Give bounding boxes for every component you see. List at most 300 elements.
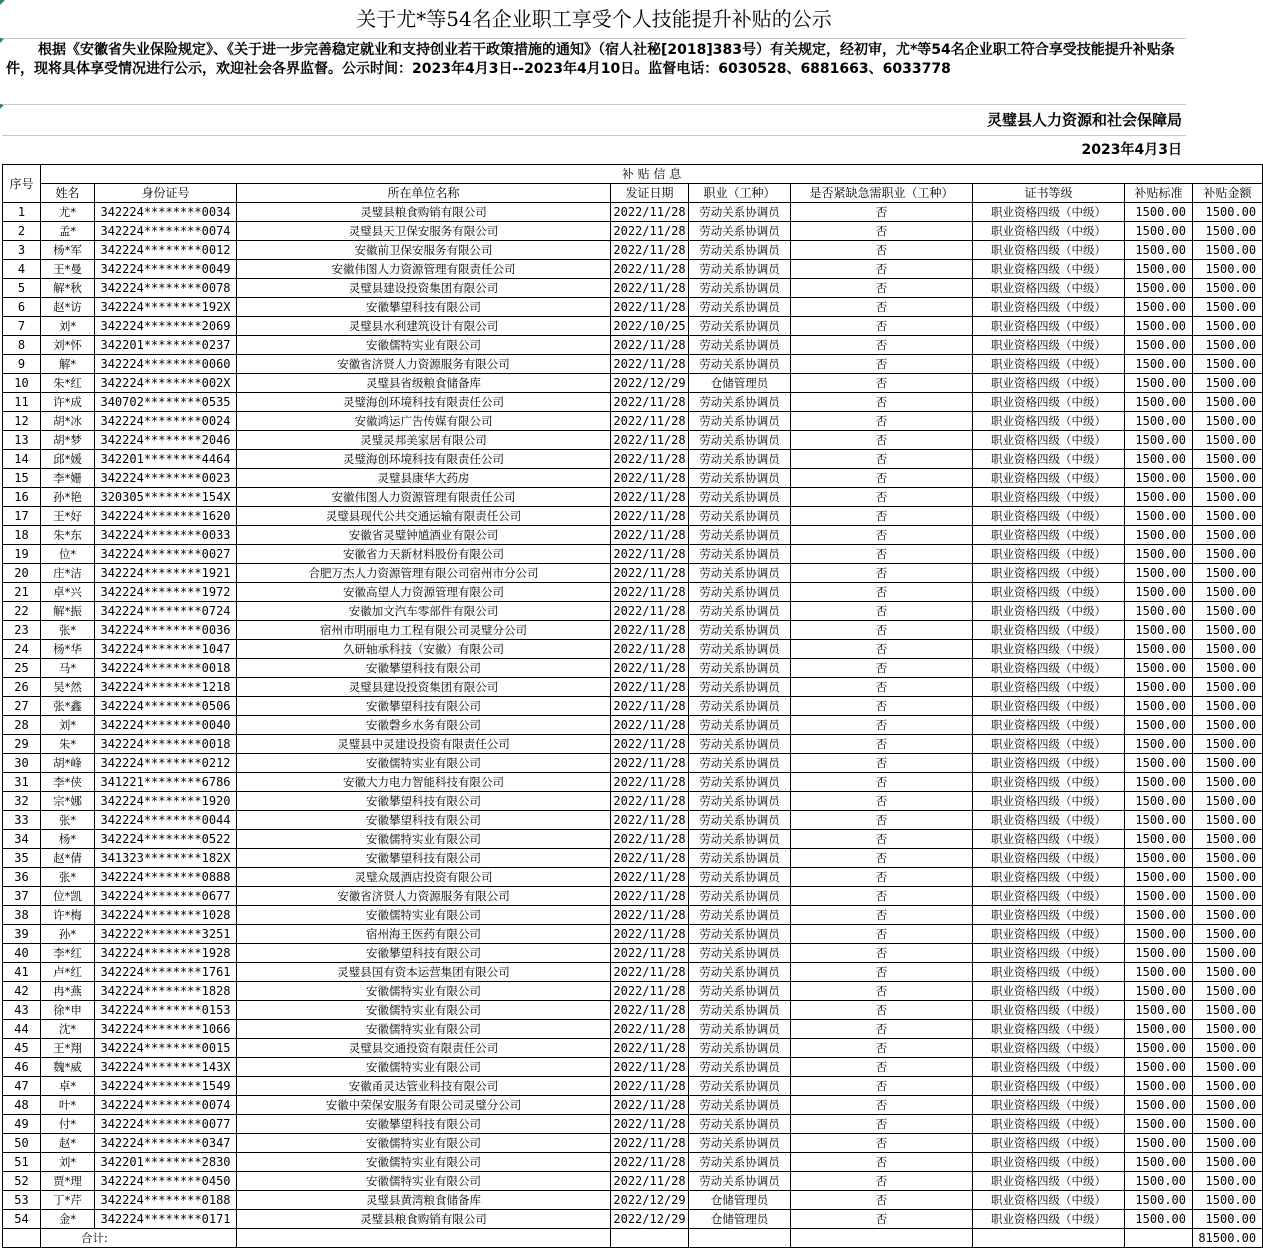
id-cell: 342224********0450 [95,1172,237,1191]
standard-cell: 1500.00 [1125,203,1193,222]
issue-date-cell: 2022/11/28 [611,507,689,526]
issue-date-cell: 2022/11/28 [611,830,689,849]
shortage-cell: 否 [791,963,973,982]
table-row [3,773,1263,792]
seq-cell: 51 [3,1153,41,1172]
occupation-cell: 劳动关系协调员 [689,735,791,754]
occupation-cell: 劳动关系协调员 [689,412,791,431]
seq-cell: 43 [3,1001,41,1020]
company-cell: 灵璧县国有资本运营集团有限公司 [237,963,611,982]
name-cell: 沈* [41,1020,95,1039]
standard-cell: 1500.00 [1125,1153,1193,1172]
shortage-cell: 否 [791,830,973,849]
standard-cell: 1500.00 [1125,241,1193,260]
occupation-cell: 劳动关系协调员 [689,526,791,545]
table-row [3,374,1263,393]
occupation-cell: 劳动关系协调员 [689,640,791,659]
name-cell: 李*姗 [41,469,95,488]
cert-level-cell: 职业资格四级（中级） [973,431,1125,450]
standard-cell: 1500.00 [1125,849,1193,868]
total-seq-cell [3,1229,41,1248]
standard-cell: 1500.00 [1125,1134,1193,1153]
shortage-cell: 否 [791,298,973,317]
occupation-cell: 劳动关系协调员 [689,203,791,222]
column-header: 职业（工种） [689,184,791,203]
cert-level-cell: 职业资格四级（中级） [973,583,1125,602]
shortage-cell: 否 [791,906,973,925]
cert-level-cell: 职业资格四级（中级） [973,488,1125,507]
amount-cell: 1500.00 [1193,1191,1263,1210]
standard-cell: 1500.00 [1125,393,1193,412]
id-cell: 342224********0027 [95,545,237,564]
company-cell: 安徽中荣保安服务有限公司灵璧分公司 [237,1096,611,1115]
column-headers [3,184,1263,203]
id-cell: 342201********4464 [95,450,237,469]
cert-level-cell: 职业资格四级（中级） [973,279,1125,298]
id-cell: 342224********143X [95,1058,237,1077]
standard-cell: 1500.00 [1125,754,1193,773]
id-cell: 342224********0044 [95,811,237,830]
name-cell: 叶* [41,1096,95,1115]
cert-level-cell: 职业资格四级（中级） [973,868,1125,887]
cert-level-cell: 职业资格四级（中级） [973,1115,1125,1134]
table-row [3,298,1263,317]
amount-cell: 1500.00 [1193,659,1263,678]
shortage-cell: 否 [791,1134,973,1153]
shortage-cell: 否 [791,260,973,279]
table-row [3,431,1263,450]
table-row [3,621,1263,640]
seq-cell: 13 [3,431,41,450]
cert-level-cell: 职业资格四级（中级） [973,355,1125,374]
amount-cell: 1500.00 [1193,830,1263,849]
company-cell: 安徽儒特实业有限公司 [237,1172,611,1191]
company-cell: 灵璧县交通投资有限责任公司 [237,1039,611,1058]
cert-level-cell: 职业资格四级（中级） [973,982,1125,1001]
table-row [3,640,1263,659]
occupation-cell: 劳动关系协调员 [689,355,791,374]
table-row [3,222,1263,241]
standard-cell: 1500.00 [1125,1172,1193,1191]
occupation-cell: 劳动关系协调员 [689,944,791,963]
amount-cell: 1500.00 [1193,868,1263,887]
name-cell: 卓*兴 [41,583,95,602]
seq-header: 序号 [3,165,41,203]
shortage-cell: 否 [791,1077,973,1096]
company-cell: 灵璧县天卫保安服务有限公司 [237,222,611,241]
id-cell: 342224********1921 [95,564,237,583]
seq-cell: 30 [3,754,41,773]
seq-cell: 44 [3,1020,41,1039]
seq-cell: 12 [3,412,41,431]
notice-text: 根据《安徽省失业保险规定》、《关于进一步完善稳定就业和支持创业若干政策措施的通知》（宿人社秘[2018]383号）有关规定，经初审，尤*等54名企业职工符合享受技能提升补贴条件，现将具体享受情况进行公示，欢迎社会各界监督。公示时间：2023年4月3日--2023年4月10日。监督电话：6030528、6881663、6033778 [2,39,1186,105]
issue-date-cell: 2022/11/28 [611,260,689,279]
company-cell: 安徽前卫保安服务有限公司 [237,241,611,260]
issue-date-cell: 2022/11/28 [611,697,689,716]
company-cell: 灵璧县康华大药房 [237,469,611,488]
issue-date-cell: 2022/11/28 [611,602,689,621]
company-cell: 安徽攀望科技有限公司 [237,1115,611,1134]
occupation-cell: 劳动关系协调员 [689,792,791,811]
amount-cell: 1500.00 [1193,469,1263,488]
cert-level-cell: 职业资格四级（中级） [973,1058,1125,1077]
occupation-cell: 劳动关系协调员 [689,298,791,317]
amount-cell: 1500.00 [1193,1077,1263,1096]
shortage-cell: 否 [791,602,973,621]
issue-date-cell: 2022/11/28 [611,773,689,792]
table-row [3,944,1263,963]
occupation-cell: 仓储管理员 [689,1191,791,1210]
shortage-cell: 否 [791,1115,973,1134]
company-cell: 合肥万杰人力资源管理有限公司宿州市分公司 [237,564,611,583]
amount-cell: 1500.00 [1193,735,1263,754]
standard-cell: 1500.00 [1125,564,1193,583]
shortage-cell: 否 [791,773,973,792]
company-cell: 安徽加文汽车零部件有限公司 [237,602,611,621]
seq-cell: 36 [3,868,41,887]
seq-cell: 48 [3,1096,41,1115]
id-cell: 342224********0036 [95,621,237,640]
name-cell: 许*梅 [41,906,95,925]
cert-level-cell: 职业资格四级（中级） [973,1039,1125,1058]
amount-cell: 1500.00 [1193,317,1263,336]
issue-date-cell: 2022/11/28 [611,1001,689,1020]
spreadsheet [2,0,1257,1248]
issue-date-cell: 2022/11/28 [611,393,689,412]
id-cell: 342224********1972 [95,583,237,602]
seq-cell: 15 [3,469,41,488]
id-cell: 342224********1920 [95,792,237,811]
standard-cell: 1500.00 [1125,469,1193,488]
occupation-cell: 劳动关系协调员 [689,678,791,697]
name-cell: 李*红 [41,944,95,963]
shortage-cell: 否 [791,659,973,678]
occupation-cell: 仓储管理员 [689,374,791,393]
issue-date-cell: 2022/11/28 [611,735,689,754]
amount-cell: 1500.00 [1193,355,1263,374]
cert-level-cell: 职业资格四级（中级） [973,963,1125,982]
name-cell: 刘* [41,317,95,336]
standard-cell: 1500.00 [1125,431,1193,450]
column-header: 所在单位名称 [237,184,611,203]
issue-date-cell: 2022/11/28 [611,279,689,298]
shortage-cell: 否 [791,1058,973,1077]
issue-date-cell: 2022/11/28 [611,1020,689,1039]
cert-level-cell: 职业资格四级（中级） [973,925,1125,944]
seq-cell: 45 [3,1039,41,1058]
issue-date-cell: 2022/11/28 [611,431,689,450]
issue-date-cell: 2022/11/28 [611,1172,689,1191]
name-cell: 张*鑫 [41,697,95,716]
occupation-cell: 劳动关系协调员 [689,887,791,906]
company-cell: 安徽伟图人力资源管理有限责任公司 [237,488,611,507]
shortage-cell: 否 [791,792,973,811]
standard-cell: 1500.00 [1125,1020,1193,1039]
seq-cell: 14 [3,450,41,469]
company-cell: 宿州市明丽电力工程有限公司灵璧分公司 [237,621,611,640]
name-cell: 卓* [41,1077,95,1096]
cert-level-cell: 职业资格四级（中级） [973,203,1125,222]
seq-cell: 18 [3,526,41,545]
amount-cell: 1500.00 [1193,241,1263,260]
occupation-cell: 劳动关系协调员 [689,1058,791,1077]
standard-cell: 1500.00 [1125,925,1193,944]
column-header: 补贴金额 [1193,184,1263,203]
occupation-cell: 劳动关系协调员 [689,811,791,830]
issue-date-cell: 2022/12/29 [611,1210,689,1229]
amount-cell: 1500.00 [1193,393,1263,412]
standard-cell: 1500.00 [1125,336,1193,355]
name-cell: 胡*梦 [41,431,95,450]
id-cell: 342224********0023 [95,469,237,488]
occupation-cell: 劳动关系协调员 [689,279,791,298]
table-row [3,716,1263,735]
standard-cell: 1500.00 [1125,450,1193,469]
id-cell: 342224********0012 [95,241,237,260]
amount-cell: 1500.00 [1193,450,1263,469]
name-cell: 胡*峰 [41,754,95,773]
name-cell: 贾*理 [41,1172,95,1191]
cert-level-cell: 职业资格四级（中级） [973,1210,1125,1229]
shortage-cell: 否 [791,488,973,507]
amount-cell: 1500.00 [1193,1020,1263,1039]
amount-cell: 1500.00 [1193,203,1263,222]
shortage-cell: 否 [791,678,973,697]
table-row [3,545,1263,564]
amount-cell: 1500.00 [1193,431,1263,450]
amount-cell: 1500.00 [1193,773,1263,792]
table-row [3,678,1263,697]
shortage-cell: 否 [791,393,973,412]
occupation-cell: 劳动关系协调员 [689,925,791,944]
seq-cell: 52 [3,1172,41,1191]
standard-cell: 1500.00 [1125,1210,1193,1229]
issue-date-cell: 2022/11/28 [611,1077,689,1096]
table-row [3,906,1263,925]
id-cell: 342224********0018 [95,659,237,678]
shortage-cell: 否 [791,925,973,944]
shortage-cell: 否 [791,241,973,260]
standard-cell: 1500.00 [1125,412,1193,431]
id-cell: 342224********1028 [95,906,237,925]
seq-cell: 40 [3,944,41,963]
cert-level-cell: 职业资格四级（中级） [973,1191,1125,1210]
issuer: 灵璧县人力资源和社会保障局 [2,105,1186,136]
issue-date-cell: 2022/10/25 [611,317,689,336]
occupation-cell: 劳动关系协调员 [689,393,791,412]
company-cell: 安徽省济贤人力资源服务有限公司 [237,887,611,906]
issue-date-cell: 2022/11/28 [611,1096,689,1115]
cert-level-cell: 职业资格四级（中级） [973,526,1125,545]
standard-cell: 1500.00 [1125,811,1193,830]
occupation-cell: 劳动关系协调员 [689,849,791,868]
issue-date-cell: 2022/11/28 [611,222,689,241]
seq-cell: 32 [3,792,41,811]
company-cell: 安徽鸿运广告传媒有限公司 [237,412,611,431]
issue-date-cell: 2022/11/28 [611,355,689,374]
table-row [3,393,1263,412]
amount-cell: 1500.00 [1193,925,1263,944]
cert-level-cell: 职业资格四级（中级） [973,773,1125,792]
shortage-cell: 否 [791,526,973,545]
amount-cell: 1500.00 [1193,1115,1263,1134]
id-cell: 342224********0077 [95,1115,237,1134]
standard-cell: 1500.00 [1125,1001,1193,1020]
name-cell: 赵*访 [41,298,95,317]
company-cell: 久研轴承科技（安徽）有限公司 [237,640,611,659]
issue-date-cell: 2022/12/29 [611,374,689,393]
seq-cell: 16 [3,488,41,507]
shortage-cell: 否 [791,222,973,241]
company-cell: 灵璧众晟酒店投资有限公司 [237,868,611,887]
amount-cell: 1500.00 [1193,1096,1263,1115]
table-row [3,735,1263,754]
company-cell: 灵璧县现代公共交通运输有限责任公司 [237,507,611,526]
shortage-cell: 否 [791,1210,973,1229]
company-cell: 灵璧海创环境科技有限责任公司 [237,393,611,412]
name-cell: 刘*怀 [41,336,95,355]
seq-cell: 5 [3,279,41,298]
amount-cell: 1500.00 [1193,1039,1263,1058]
column-header: 是否紧缺急需职业（工种） [791,184,973,203]
company-cell: 安徽儒特实业有限公司 [237,1153,611,1172]
name-cell: 冉*燕 [41,982,95,1001]
company-cell: 安徽儒特实业有限公司 [237,336,611,355]
id-cell: 342224********0188 [95,1191,237,1210]
standard-cell: 1500.00 [1125,868,1193,887]
id-cell: 342224********1828 [95,982,237,1001]
shortage-cell: 否 [791,564,973,583]
id-cell: 342224********0040 [95,716,237,735]
seq-cell: 29 [3,735,41,754]
company-cell: 安徽儒特实业有限公司 [237,1001,611,1020]
name-cell: 朱*红 [41,374,95,393]
cert-level-cell: 职业资格四级（中级） [973,678,1125,697]
table-row [3,583,1263,602]
amount-cell: 1500.00 [1193,1172,1263,1191]
seq-cell: 31 [3,773,41,792]
id-cell: 342201********0237 [95,336,237,355]
subsidy-table [2,164,1263,1248]
seq-cell: 8 [3,336,41,355]
table-row [3,1115,1263,1134]
occupation-cell: 劳动关系协调员 [689,241,791,260]
occupation-cell: 劳动关系协调员 [689,1134,791,1153]
company-cell: 安徽省济贤人力资源服务有限公司 [237,355,611,374]
occupation-cell: 劳动关系协调员 [689,1096,791,1115]
id-cell: 342224********1549 [95,1077,237,1096]
issue-date-cell: 2022/11/28 [611,298,689,317]
id-cell: 341323********182X [95,849,237,868]
standard-cell: 1500.00 [1125,659,1193,678]
id-cell: 341221********6786 [95,773,237,792]
issue-date-cell: 2022/11/28 [611,1134,689,1153]
seq-cell: 1 [3,203,41,222]
amount-cell: 1500.00 [1193,583,1263,602]
table-row [3,260,1263,279]
table-row [3,526,1263,545]
shortage-cell: 否 [791,203,973,222]
id-cell: 342201********2830 [95,1153,237,1172]
shortage-cell: 否 [791,621,973,640]
cert-level-cell: 职业资格四级（中级） [973,241,1125,260]
shortage-cell: 否 [791,1153,973,1172]
company-cell: 安徽省力天新材料股份有限公司 [237,545,611,564]
table-row [3,450,1263,469]
amount-cell: 1500.00 [1193,1134,1263,1153]
seq-cell: 25 [3,659,41,678]
shortage-cell: 否 [791,811,973,830]
seq-cell: 27 [3,697,41,716]
id-cell: 342224********0677 [95,887,237,906]
table-row [3,830,1263,849]
cert-level-cell: 职业资格四级（中级） [973,697,1125,716]
shortage-cell: 否 [791,317,973,336]
company-cell: 安徽儒特实业有限公司 [237,982,611,1001]
standard-cell: 1500.00 [1125,1115,1193,1134]
name-cell: 孙*艳 [41,488,95,507]
table-row [3,982,1263,1001]
cert-level-cell: 职业资格四级（中级） [973,1001,1125,1020]
standard-cell: 1500.00 [1125,792,1193,811]
table-row [3,564,1263,583]
name-cell: 杨*军 [41,241,95,260]
issue-date-cell: 2022/11/28 [611,545,689,564]
shortage-cell: 否 [791,507,973,526]
table-row [3,317,1263,336]
standard-cell: 1500.00 [1125,640,1193,659]
cert-level-cell: 职业资格四级（中级） [973,944,1125,963]
name-cell: 杨*华 [41,640,95,659]
amount-cell: 1500.00 [1193,336,1263,355]
id-cell: 342224********1620 [95,507,237,526]
company-cell: 安徽儒特实业有限公司 [237,1020,611,1039]
id-cell: 342224********0153 [95,1001,237,1020]
id-cell: 342224********0049 [95,260,237,279]
shortage-cell: 否 [791,944,973,963]
occupation-cell: 劳动关系协调员 [689,1039,791,1058]
table-row [3,241,1263,260]
id-cell: 342224********2069 [95,317,237,336]
amount-cell: 1500.00 [1193,545,1263,564]
shortage-cell: 否 [791,374,973,393]
occupation-cell: 劳动关系协调员 [689,602,791,621]
shortage-cell: 否 [791,1039,973,1058]
occupation-cell: 劳动关系协调员 [689,336,791,355]
seq-cell: 11 [3,393,41,412]
cert-level-cell: 职业资格四级（中级） [973,1020,1125,1039]
standard-cell: 1500.00 [1125,697,1193,716]
amount-cell: 1500.00 [1193,602,1263,621]
issue-date-cell: 2022/11/28 [611,678,689,697]
seq-cell: 42 [3,982,41,1001]
name-cell: 张* [41,868,95,887]
id-cell: 342224********0506 [95,697,237,716]
id-cell: 342224********1066 [95,1020,237,1039]
table-row [3,1020,1263,1039]
seq-cell: 10 [3,374,41,393]
shortage-cell: 否 [791,982,973,1001]
company-cell: 灵璧县粮食购销有限公司 [237,1210,611,1229]
cert-level-cell: 职业资格四级（中级） [973,393,1125,412]
company-cell: 安徽儒特实业有限公司 [237,1134,611,1153]
cert-level-cell: 职业资格四级（中级） [973,735,1125,754]
seq-cell: 23 [3,621,41,640]
company-cell: 安徽高望人力资源管理有限公司 [237,583,611,602]
id-cell: 342224********002X [95,374,237,393]
issue-date-cell: 2022/11/28 [611,754,689,773]
cert-level-cell: 职业资格四级（中级） [973,1077,1125,1096]
